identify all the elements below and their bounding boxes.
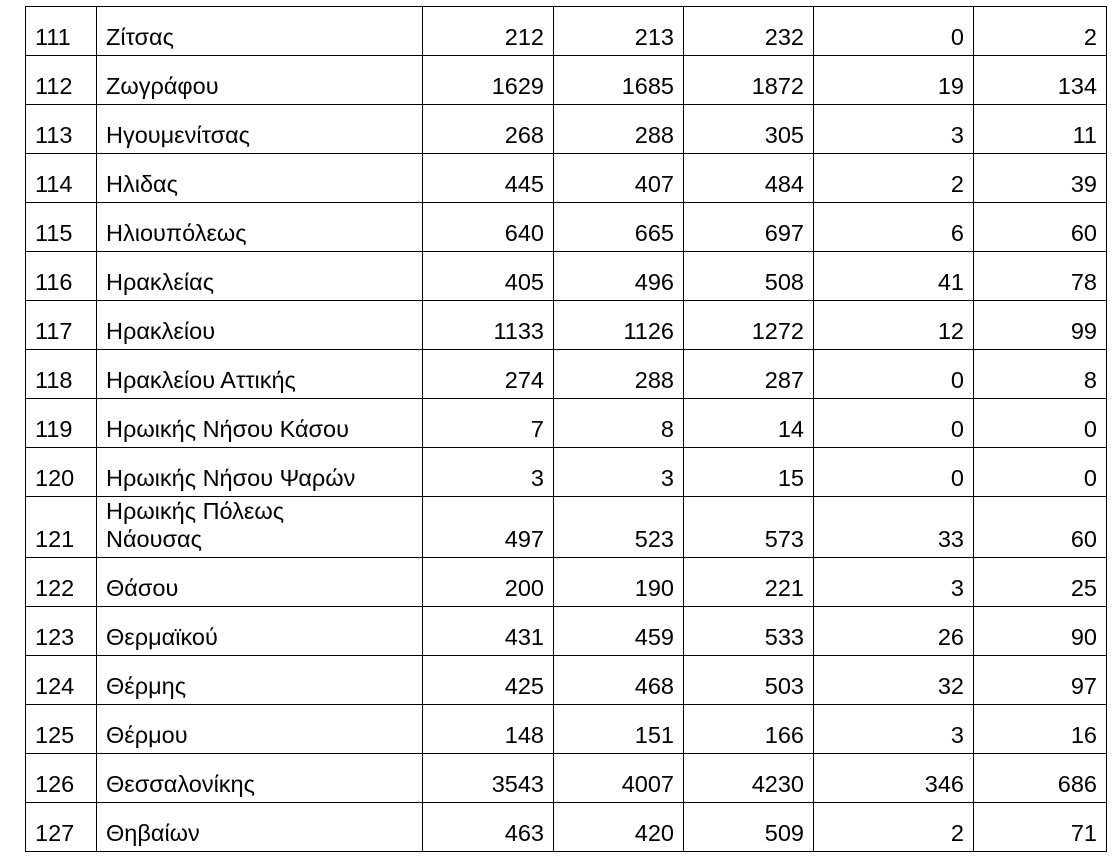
table-row — [26, 705, 1107, 754]
value-cell: 463 — [423, 803, 554, 852]
value-cell: 3543 — [423, 754, 554, 803]
value-cell: 573 — [684, 497, 814, 558]
value-cell: 60 — [974, 497, 1107, 558]
table-row — [26, 497, 1107, 558]
value-cell: 1133 — [423, 301, 554, 350]
value-cell: 14 — [684, 399, 814, 448]
value-cell: 148 — [423, 705, 554, 754]
value-cell: 1685 — [554, 56, 684, 105]
value-cell: 8 — [554, 399, 684, 448]
value-cell: 305 — [684, 105, 814, 154]
value-cell: 60 — [974, 203, 1107, 252]
value-cell: 0 — [814, 448, 974, 497]
value-cell: 6 — [814, 203, 974, 252]
row-number: 122 — [26, 558, 97, 607]
value-cell: 3 — [554, 448, 684, 497]
municipality-name: Θέρμου — [97, 705, 423, 754]
value-cell: 0 — [814, 399, 974, 448]
value-cell: 11 — [974, 105, 1107, 154]
value-cell: 2 — [814, 803, 974, 852]
value-cell: 509 — [684, 803, 814, 852]
value-cell: 533 — [684, 607, 814, 656]
value-cell: 686 — [974, 754, 1107, 803]
value-cell: 134 — [974, 56, 1107, 105]
municipality-name: Θεσσαλονίκης — [97, 754, 423, 803]
value-cell: 15 — [684, 448, 814, 497]
value-cell: 232 — [684, 7, 814, 56]
value-cell: 71 — [974, 803, 1107, 852]
value-cell: 503 — [684, 656, 814, 705]
value-cell: 213 — [554, 7, 684, 56]
value-cell: 97 — [974, 656, 1107, 705]
table-row — [26, 7, 1107, 56]
row-number: 112 — [26, 56, 97, 105]
value-cell: 32 — [814, 656, 974, 705]
table-row — [26, 350, 1107, 399]
table-row — [26, 558, 1107, 607]
value-cell: 405 — [423, 252, 554, 301]
value-cell: 459 — [554, 607, 684, 656]
value-cell: 0 — [974, 399, 1107, 448]
municipality-name-line-1: Ηρωικής Πόλεως — [106, 498, 285, 524]
value-cell: 99 — [974, 301, 1107, 350]
value-cell: 665 — [554, 203, 684, 252]
value-cell: 16 — [974, 705, 1107, 754]
row-number: 114 — [26, 154, 97, 203]
municipality-name: Ηρακλείου — [97, 301, 423, 350]
value-cell: 2 — [974, 7, 1107, 56]
value-cell: 200 — [423, 558, 554, 607]
municipality-name: Θέρμης — [97, 656, 423, 705]
row-number: 113 — [26, 105, 97, 154]
municipality-name: Ηλιουπόλεως — [97, 203, 423, 252]
value-cell: 431 — [423, 607, 554, 656]
municipality-name: Θηβαίων — [97, 803, 423, 852]
value-cell: 4007 — [554, 754, 684, 803]
row-number: 118 — [26, 350, 97, 399]
value-cell: 484 — [684, 154, 814, 203]
municipality-name: Ηρωικής Νήσου Κάσου — [97, 399, 423, 448]
value-cell: 8 — [974, 350, 1107, 399]
value-cell: 166 — [684, 705, 814, 754]
table-row — [26, 56, 1107, 105]
value-cell: 221 — [684, 558, 814, 607]
municipality-data-table — [25, 6, 1107, 852]
value-cell: 26 — [814, 607, 974, 656]
table-row — [26, 252, 1107, 301]
row-number: 127 — [26, 803, 97, 852]
value-cell: 1629 — [423, 56, 554, 105]
value-cell: 12 — [814, 301, 974, 350]
row-number: 123 — [26, 607, 97, 656]
value-cell: 33 — [814, 497, 974, 558]
value-cell: 7 — [423, 399, 554, 448]
table-row — [26, 105, 1107, 154]
table-row — [26, 301, 1107, 350]
municipality-name: Ηρακλείας — [97, 252, 423, 301]
value-cell: 151 — [554, 705, 684, 754]
municipality-name: Θερμαϊκού — [97, 607, 423, 656]
row-number: 119 — [26, 399, 97, 448]
value-cell: 212 — [423, 7, 554, 56]
table-row — [26, 656, 1107, 705]
municipality-name: Ηλιδας — [97, 154, 423, 203]
table-row — [26, 803, 1107, 852]
row-number: 124 — [26, 656, 97, 705]
value-cell: 1872 — [684, 56, 814, 105]
value-cell: 0 — [814, 7, 974, 56]
table-row — [26, 448, 1107, 497]
value-cell: 3 — [814, 558, 974, 607]
municipality-name-line-2: Νάουσας — [106, 526, 202, 552]
value-cell: 1126 — [554, 301, 684, 350]
value-cell: 445 — [423, 154, 554, 203]
table-row — [26, 399, 1107, 448]
value-cell: 640 — [423, 203, 554, 252]
value-cell: 697 — [684, 203, 814, 252]
row-number: 111 — [26, 7, 97, 56]
row-number: 120 — [26, 448, 97, 497]
value-cell: 2 — [814, 154, 974, 203]
table-row — [26, 607, 1107, 656]
value-cell: 3 — [814, 705, 974, 754]
value-cell: 4230 — [684, 754, 814, 803]
value-cell: 288 — [554, 105, 684, 154]
value-cell: 1272 — [684, 301, 814, 350]
value-cell: 39 — [974, 154, 1107, 203]
value-cell: 508 — [684, 252, 814, 301]
row-number: 121 — [26, 497, 97, 558]
value-cell: 19 — [814, 56, 974, 105]
value-cell: 3 — [814, 105, 974, 154]
value-cell: 25 — [974, 558, 1107, 607]
municipality-name: Θάσου — [97, 558, 423, 607]
value-cell: 496 — [554, 252, 684, 301]
value-cell: 90 — [974, 607, 1107, 656]
municipality-name: Ζωγράφου — [97, 56, 423, 105]
value-cell: 41 — [814, 252, 974, 301]
value-cell: 523 — [554, 497, 684, 558]
row-number: 117 — [26, 301, 97, 350]
value-cell: 420 — [554, 803, 684, 852]
row-number: 125 — [26, 705, 97, 754]
value-cell: 468 — [554, 656, 684, 705]
value-cell: 346 — [814, 754, 974, 803]
municipality-name: Ηγουμενίτσας — [97, 105, 423, 154]
value-cell: 78 — [974, 252, 1107, 301]
municipality-name: Ζίτσας — [97, 7, 423, 56]
value-cell: 288 — [554, 350, 684, 399]
municipality-name: Ηρακλείου Αττικής — [97, 350, 423, 399]
row-number: 116 — [26, 252, 97, 301]
row-number: 126 — [26, 754, 97, 803]
value-cell: 497 — [423, 497, 554, 558]
value-cell: 190 — [554, 558, 684, 607]
value-cell: 287 — [684, 350, 814, 399]
value-cell: 425 — [423, 656, 554, 705]
table-row — [26, 154, 1107, 203]
value-cell: 0 — [974, 448, 1107, 497]
municipality-name — [97, 497, 423, 558]
row-number: 115 — [26, 203, 97, 252]
municipality-name: Ηρωικής Νήσου Ψαρών — [97, 448, 423, 497]
value-cell: 0 — [814, 350, 974, 399]
table-row — [26, 203, 1107, 252]
value-cell: 274 — [423, 350, 554, 399]
value-cell: 3 — [423, 448, 554, 497]
value-cell: 407 — [554, 154, 684, 203]
table-row — [26, 754, 1107, 803]
value-cell: 268 — [423, 105, 554, 154]
